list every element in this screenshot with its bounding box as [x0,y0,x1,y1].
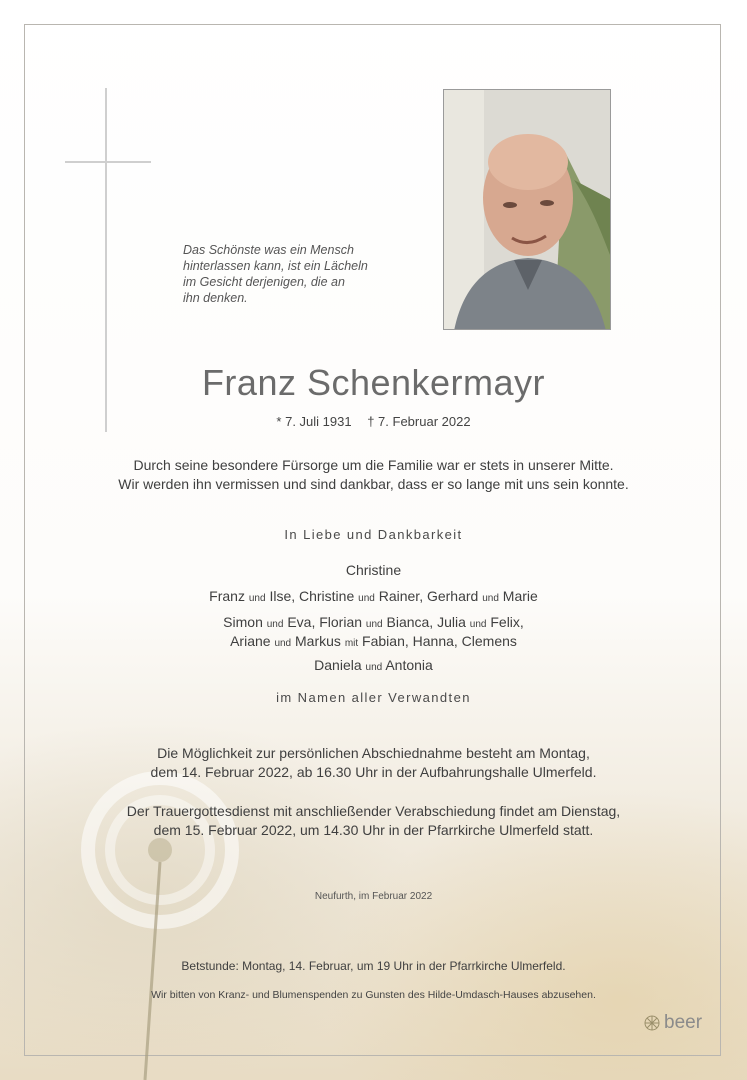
mourner-children [0,587,747,608]
service-line: dem 15. Februar 2022, um 14.30 Uhr in der Pfarrkirche Ulmerfeld statt. [153,822,594,838]
mourner: Antonia [385,657,433,673]
conjunction: und [469,619,487,630]
deceased-name: Franz Schenkermayr [201,362,546,403]
conjunction: und [358,593,375,604]
cross-icon-bar [65,161,151,163]
conjunction: und [365,619,383,630]
conjunction: und [274,638,292,649]
intro-text [0,456,747,494]
memorial-quote [183,242,403,306]
mourner: Daniela [314,657,362,673]
mourner-greatgrandchildren [0,656,747,677]
death-date: † 7. Februar 2022 [367,414,471,429]
mourner: Bianca, Julia [386,614,466,630]
portrait-photo [443,89,611,330]
mourner-spouse: Christine [345,562,402,578]
behalf-line: im Namen aller Verwandten [276,690,471,705]
life-dates [0,414,747,429]
quote-line: Das Schönste was ein Mensch [183,243,354,257]
mourner: Eva, Florian [287,614,363,630]
intro-line: Wir werden ihn vermissen und sind dankbar, dass er so lange mit uns sein konnte. [118,476,629,492]
donation-note: Wir bitten von Kranz- und Blumenspenden zu Gunsten des Hilde-Umdasch-Hauses abzusehen. [151,989,596,1001]
mourners-heading: In Liebe und Dankbarkeit [284,527,463,542]
conjunction: mit [344,638,359,649]
intro-line: Durch seine besondere Fürsorge um die Familie war er stets in unserer Mitte. [133,457,614,473]
mourner: Marie [502,588,538,604]
dandelion-decoration [60,740,290,1080]
conjunction: und [266,619,284,630]
farewell-line: dem 14. Februar 2022, ab 16.30 Uhr in der Aufbahrungshalle Ulmerfeld. [150,764,597,780]
quote-line: im Gesicht derjenigen, die an [183,275,345,289]
conjunction: und [482,593,499,604]
mourner: Fabian, Hanna, Clemens [362,633,517,649]
dandelion-logo-icon [643,1014,661,1032]
mourner: Simon [223,614,263,630]
mourner: Rainer, Gerhard [378,588,479,604]
service-line: Der Trauergottesdienst mit anschließender Verabschiedung findet am Dienstag, [126,803,621,819]
farewell-line: Die Möglichkeit zur persönlichen Abschiednahme besteht am Montag, [157,745,590,761]
birth-date: * 7. Juli 1931 [276,414,352,429]
beer-logo [643,1012,702,1034]
mourner: Ilse, Christine [269,588,355,604]
service-info [0,802,747,840]
mourner-grandchildren-1 [0,613,747,634]
mourner: Markus [295,633,341,649]
mourner: Felix, [490,614,524,630]
logo-text: beer [664,1012,703,1033]
conjunction: und [365,662,383,673]
farewell-info [0,744,747,782]
mourner-grandchildren-2 [0,632,747,653]
place-date: Neufurth, im Februar 2022 [314,891,433,902]
prayer-info: Betstunde: Montag, 14. Februar, um 19 Uhr in der Pfarrkirche Ulmerfeld. [181,959,566,973]
quote-line: hinterlassen kann, ist ein Lächeln [183,259,368,273]
mourner: Franz [209,588,245,604]
conjunction: und [248,593,266,604]
mourner: Ariane [230,633,271,649]
quote-line: ihn denken. [183,291,248,305]
